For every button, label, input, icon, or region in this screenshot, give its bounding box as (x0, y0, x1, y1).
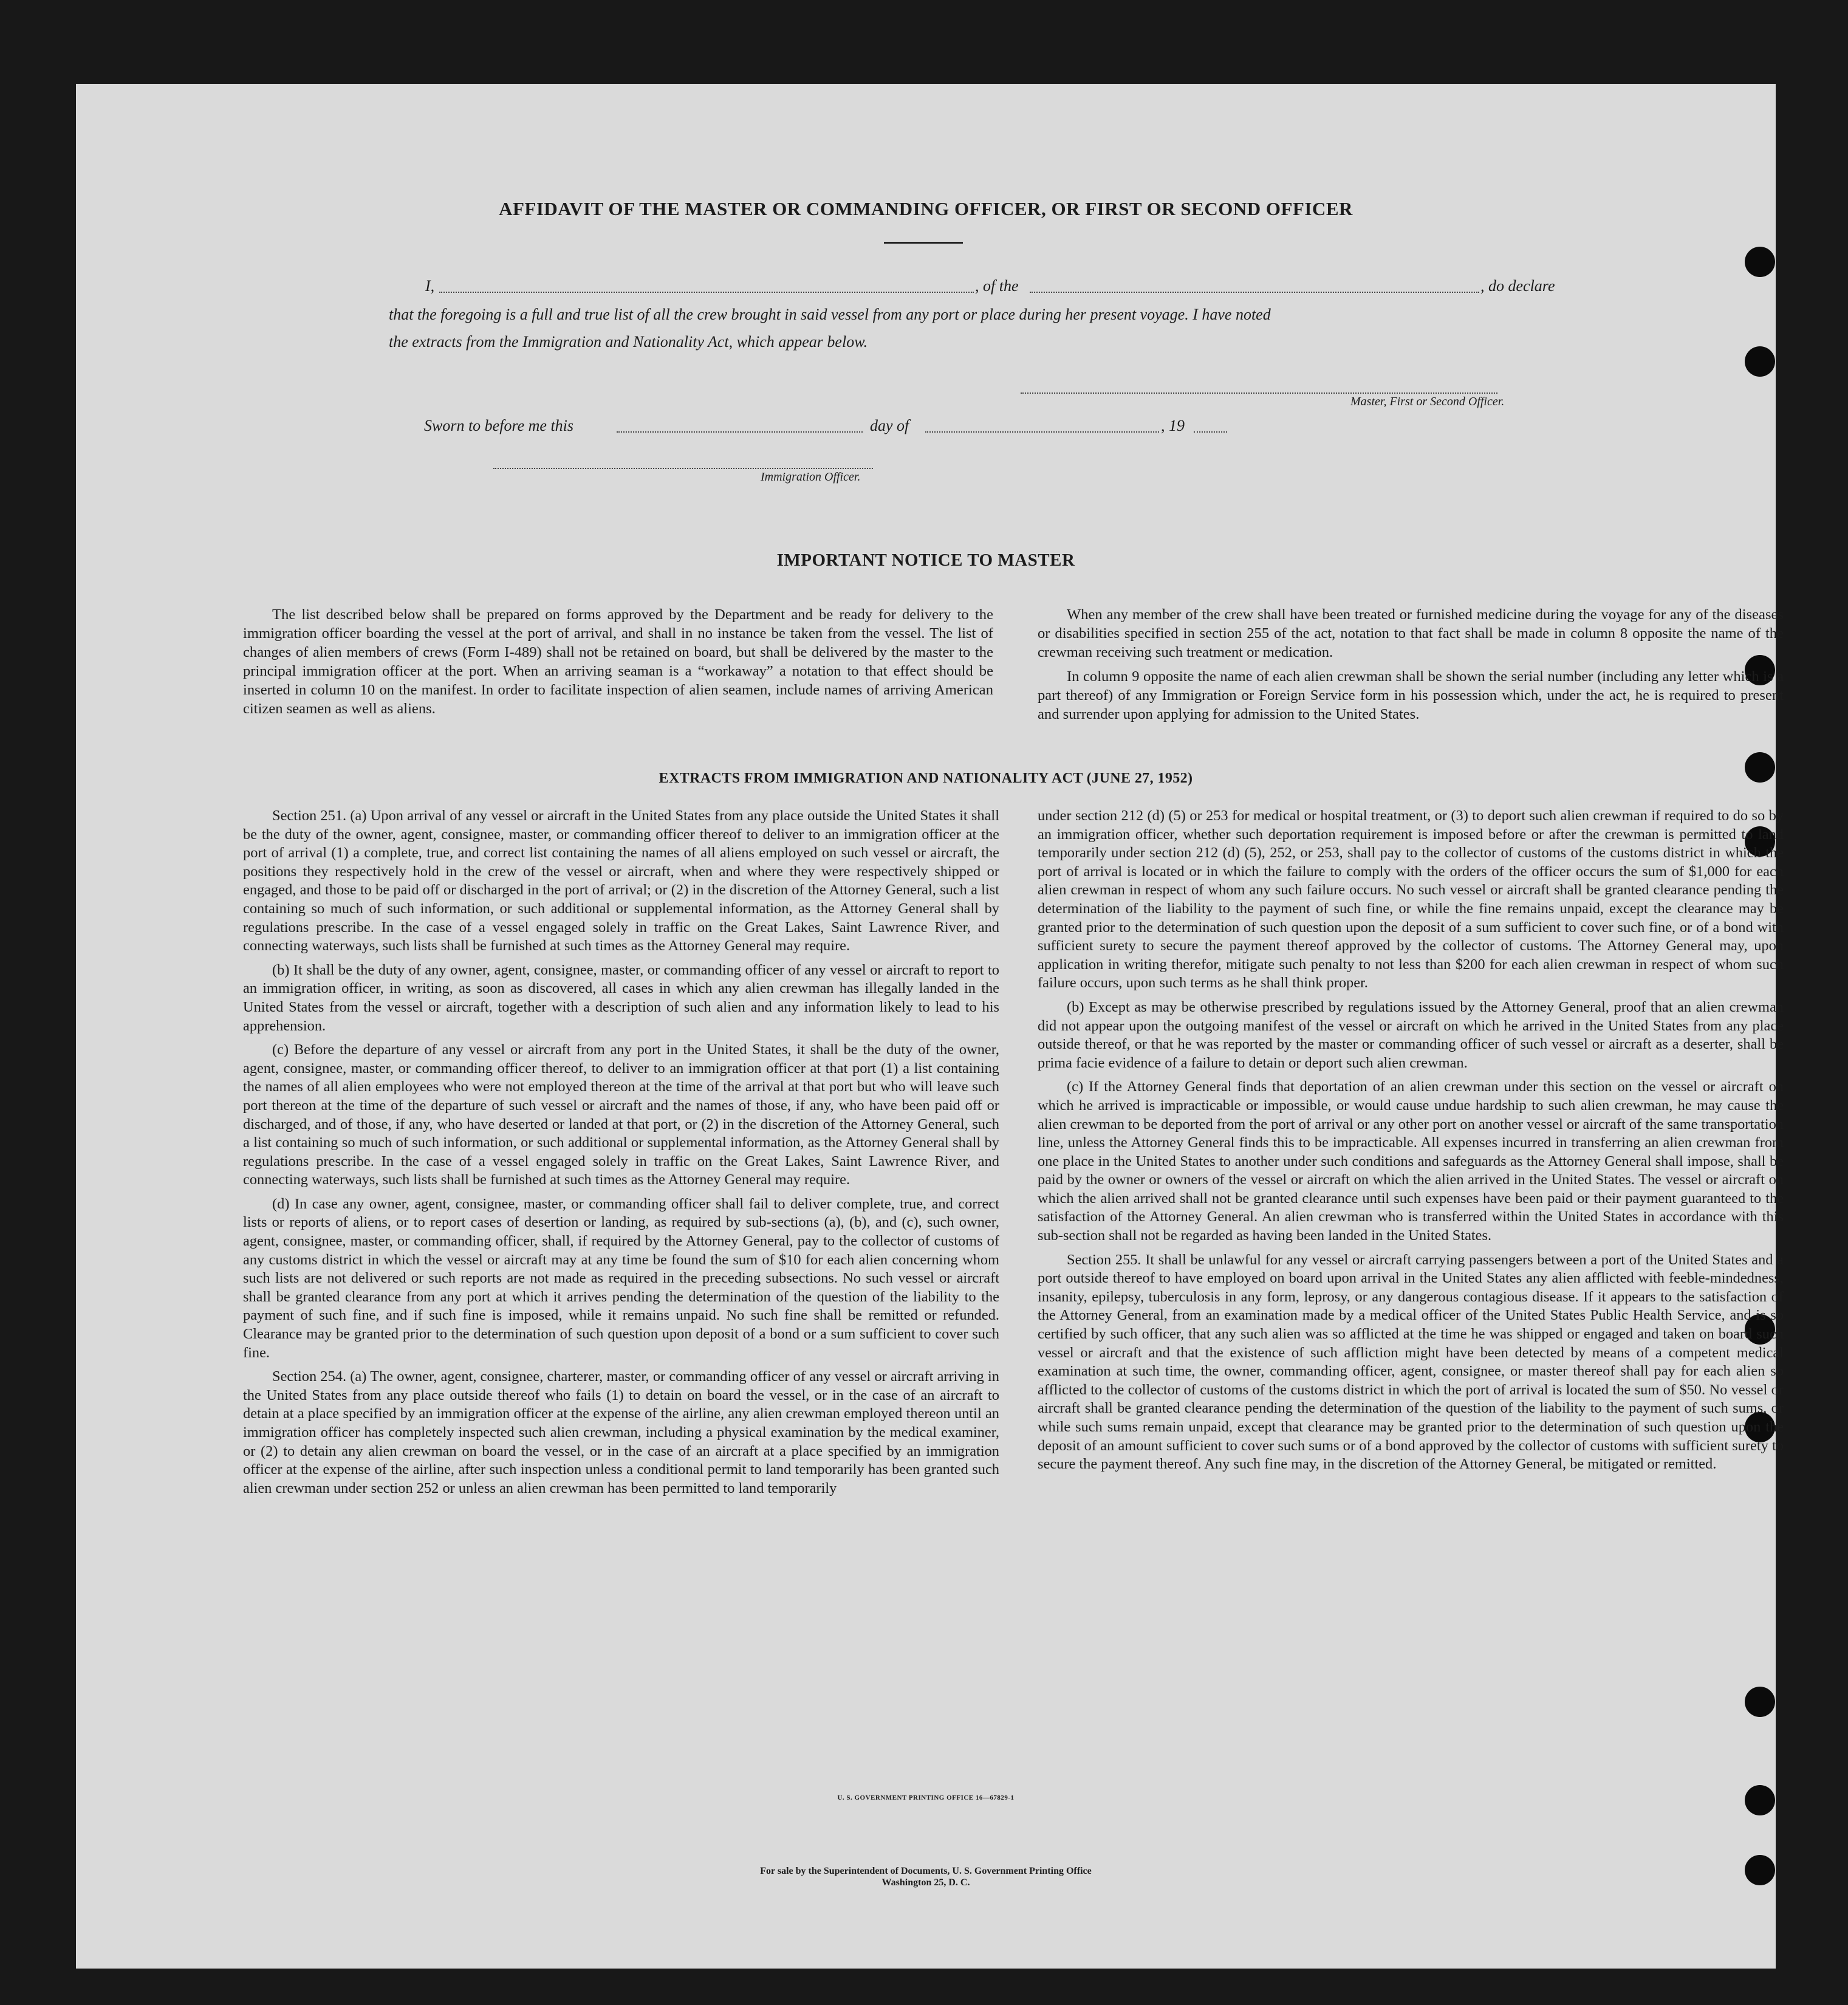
name-blank[interactable] (439, 292, 974, 293)
immigration-officer-label: Immigration Officer. (761, 470, 861, 484)
section-254a: Section 254. (a) The owner, agent, consignee, charterer, master, or commanding officer of any vessel or aircraft arriving in the United States from any place outside thereof who fails (1) to detain on board the vessel, or in the case of an aircraft to detain at a place specified by an immigration officer at the expense of the airline, any alien crewman employed thereon until an immigration officer has completely inspected such alien crewman, including a physical examination by the medical examiner, or (2) to detain any alien crewman on board the vessel, or in the case of an aircraft at a place specified by an immigration officer at the expense of the airline, after such inspection unless a conditional permit to land temporarily has been granted such alien crewman under section 252 or unless an alien crewman has been permitted to land temporarily (243, 1368, 999, 1496)
section-254c: (c) If the Attorney General finds that deportation of an alien crewman under this section on the vessel or aircraft on which he arrived is impracticable or impossible, or would cause undue hardship to such alien crewman, he may cause the alien crewman to be deported from the port of arrival or any other port on another vessel or aircraft of the same transportation line, unless the Attorney General finds this to be impracticable. All expenses incurred in transferring an alien crewman from one place in the United States to another under such conditions and safeguards as the Attorney General shall impose, shall be paid by the owner or owners of the vessel or aircraft on which the alien arrived in the United States. The vessel or aircraft on which the alien arrived shall not be granted clearance until such expenses have been paid or their payment guaranteed to the satisfaction of the Attorney General. An alien crewman who is transferred within the United States in accordance with this sub-section shall not be regarded as having been landed in the United States. (1038, 1078, 1784, 1244)
notice-title: IMPORTANT NOTICE TO MASTER (776, 550, 1075, 570)
sworn-day-blank[interactable] (617, 431, 863, 433)
day-of-label: day of (870, 417, 909, 434)
notice-right-column (1038, 605, 1784, 724)
immigration-officer-signature-line[interactable] (493, 468, 873, 469)
declaration-line-3: the extracts from the Immigration and Nationality Act, which appear below. (389, 333, 868, 351)
sworn-label: Sworn to before me this (424, 417, 574, 434)
sworn-year-blank[interactable] (1194, 431, 1227, 433)
title-underline (884, 242, 963, 244)
extracts-title: EXTRACTS FROM IMMIGRATION AND NATIONALITY ACT (JUNE 27, 1952) (659, 770, 1193, 786)
sale-notice-line-1: For sale by the Superintendent of Documents, U. S. Government Printing Office (760, 1866, 1092, 1876)
master-signature-line[interactable] (1021, 392, 1497, 394)
section-254a-continued: under section 212 (d) (5) or 253 for medical or hospital treatment, or (3) to deport such alien crewman if required to do so by an immigration officer, whether such deportation requirement is imposed before or after the crewman is permitted to land temporarily under section 212 (d) (5), 252, or 253, shall pay to the collector of customs of the customs district in which the port of arrival is located or in which the failure to comply with the orders of the officer occurs the sum of $1,000 for each alien crewman in respect of whom any such failure occurs. No such vessel or aircraft shall be granted clearance pending the determination of the liability to the payment of such fine, or while the fine remains unpaid, except the clearance may be granted prior to the determination of such question upon the deposit of a sum sufficient to cover such fine, or of a bond with sufficient surety to secure the payment thereof approved by the collector of customs. The Attorney General may, upon application in writing therefor, mitigate such penalty to not less than $200 for each alien crewman in respect of whom such failure occurs, upon such terms as he shall think proper. (1038, 807, 1784, 992)
notice-right-paragraph-1: When any member of the crew shall have been treated or furnished medicine during the voyage for any of the diseases or disabilities specified in section 255 of the act, notation to that fact shall be made in column 8 opposite the name of the crewman receiving such treatment or medication. (1038, 606, 1784, 660)
section-251d: (d) In case any owner, agent, consignee, master, or commanding officer shall fail to deliver complete, true, and correct lists or reports of aliens, or to report cases of desertion or landing, as required by sub-sections (a), (b), and (c), such owner, agent, consignee, master, or commanding officer, shall, if required by the Attorney General, pay to the collector of customs of any customs district in which the vessel or aircraft may at any time be found the sum of $10 for each alien concerning whom such lists are not delivered or such reports are not made as required in the preceding subsections. No such vessel or aircraft shall be granted clearance from any port at which it arrives pending the determination of the question of the liability to the payment of such fine, and if such fine is imposed, while it remains unpaid. No such fine shall be remitted or refunded. Clearance may be granted prior to the determination of such question upon deposit of a bond or a sum sufficient to cover such fine. (243, 1195, 999, 1361)
declaration-line-2: that the foregoing is a full and true list of all the crew brought in said vessel from any port or place during her present voyage. I have noted (389, 306, 1271, 323)
sale-notice-line-2: Washington 25, D. C. (881, 1877, 970, 1888)
printing-office-mark: U. S. GOVERNMENT PRINTING OFFICE 16—67829-1 (837, 1794, 1015, 1801)
section-254b: (b) Except as may be otherwise prescribed by regulations issued by the Attorney General, proof that an alien crewman did not appear upon the outgoing manifest of the vessel or aircraft on which he arrived in the United States from any place outside thereof, or that he was reported by the master or commanding officer of such vessel or aircraft as a deserter, shall be prima facie evidence of a failure to detain or deport such alien crewman. (1038, 998, 1784, 1071)
master-signature-label: Master, First or Second Officer. (1350, 395, 1505, 408)
notice-right-paragraph-2: In column 9 opposite the name of each alien crewman shall be shown the serial number (including any letter which is a part thereof) of any Immigration or Foreign Service form in his possession which, under the act, he is required to present and surrender upon applying for admission to the United States. (1038, 668, 1784, 722)
i-label: I, (425, 277, 435, 295)
notice-left-column (243, 605, 993, 718)
extracts-right-column (1038, 807, 1784, 1474)
sale-notice (76, 1865, 1776, 1888)
punch-hole (1745, 346, 1775, 377)
sworn-month-blank[interactable] (925, 431, 1159, 433)
of-the-label: , of the (975, 277, 1019, 295)
punch-hole (1745, 1687, 1775, 1717)
do-declare-label: , do declare (1480, 277, 1555, 295)
notice-left-paragraph: The list described below shall be prepared on forms approved by the Department and be ready for delivery to the immigration officer boarding the vessel at the port of arrival, and shall in no instance be taken from the vessel. The list of changes of alien members of crews (Form I-489) shall not be retained on board, but shall be delivered by the master to the principal immigration officer at the port. When an arriving seaman is a “workaway” a notation to that effect should be inserted in column 10 on the manifest. In order to facilitate inspection of alien seamen, include names of arriving American citizen seamen as well as aliens. (243, 606, 993, 717)
section-251c: (c) Before the departure of any vessel or aircraft from any port in the United States, it shall be the duty of the owner, agent, consignee, master, or commanding officer thereof, to deliver to an immigration officer at that port (1) a list containing the names of all alien employees who were not employed thereon at the time of the arrival at that port but who will leave such port thereon at the time of the departure of such vessel or aircraft and the names of those, if any, who have been paid off or discharged, and of those, if any, who have deserted or landed at that port, or (2) in the discretion of the Attorney General, such a list containing so much of such information, or such additional or supplemental information, as the Attorney General shall by regulations prescribe. In the case of a vessel engaged solely in traffic on the Great Lakes, Saint Lawrence River, and connecting waterways, such lists shall be furnished at such times as the Attorney General may require. (243, 1041, 999, 1188)
extracts-left-column (243, 807, 999, 1498)
punch-hole (1745, 247, 1775, 277)
section-251a: Section 251. (a) Upon arrival of any vessel or aircraft in the United States from any place outside the United States it shall be the duty of the owner, agent, consignee, master, or commanding officer thereof to deliver to an immigration officer at the port of arrival (1) a complete, true, and correct list containing the names of all aliens employed on such vessel or aircraft, the positions they respectively hold in the crew of the vessel or aircraft, when and where they were respectively shipped or engaged, and those to be paid off or discharged in the port of arrival; or (2) in the discretion of the Attorney General, such a list containing so much of such information, or such additional or supplemental information, as the Attorney General shall by regulations prescribe. In the case of a vessel engaged solely in traffic on the Great Lakes, Saint Lawrence River, and connecting waterways, such lists shall be furnished at such times as the Attorney General may require. (243, 807, 999, 955)
form-page (76, 84, 1784, 1969)
year-label: , 19 (1161, 417, 1185, 434)
vessel-blank[interactable] (1030, 292, 1479, 293)
section-255: Section 255. It shall be unlawful for any vessel or aircraft carrying passengers between a port of the United States and a port outside thereof to have employed on board upon arrival in the United States any alien afflicted with feeble-mindedness, insanity, epilepsy, tuberculosis in any form, leprosy, or any dangerous contagious disease. If it appears to the satisfaction of the Attorney General, from an examination made by a medical officer of the United States Public Health Service, and is so certified by such officer, that any such alien was so afflicted at the time he was shipped or engaged and taken on board such vessel or aircraft and that the existence of such affliction might have been detected by means of a competent medical examination at such time, the owner, commanding officer, agent, consignee, or master thereof shall pay for each alien so afflicted to the collector of customs of the customs district in which the port of arrival is located the sum of $50. No vessel or aircraft shall be granted clearance pending the determination of the question of the liability to the payment of such sums, or while such sums remain unpaid, except that clearance may be granted prior to the determination of such question upon the deposit of an amount sufficient to cover such sums or of a bond approved by the collector of customs with sufficient surety to secure the payment thereof. Any such fine may, in the discretion of the Attorney General, be mitigated or remitted. (1038, 1251, 1784, 1473)
affidavit-title: AFFIDAVIT OF THE MASTER OR COMMANDING OFFICER, OR FIRST OR SECOND OFFICER (499, 198, 1353, 219)
section-251b: (b) It shall be the duty of any owner, agent, consignee, master, or commanding officer of any vessel or aircraft to report to an immigration officer, in writing, as soon as discovered, all cases in which any alien crewman has illegally landed in the United States from the vessel or aircraft, together with a description of such alien and any information likely to lead to his apprehension. (243, 961, 999, 1034)
